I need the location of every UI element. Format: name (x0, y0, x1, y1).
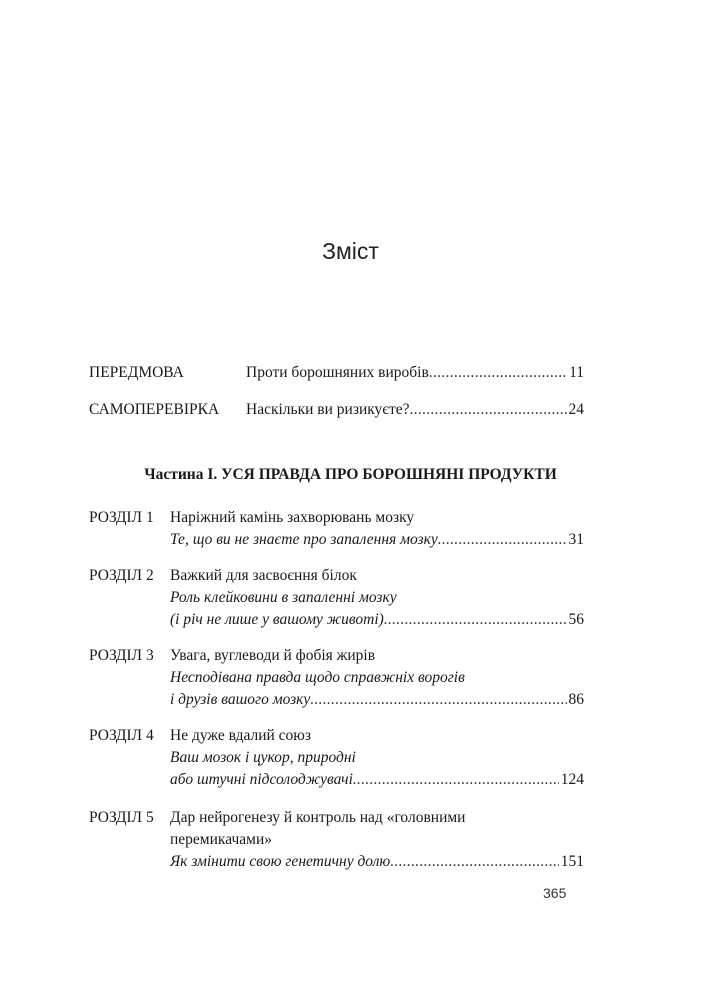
chapter-label: РОЗДІЛ 5 (89, 809, 154, 826)
chapter-title: Дар нейрогенезу й контроль над «головними (170, 809, 466, 826)
toc-entry-selftest[interactable]: Наскільки ви ризикуєте? ..... 24 (246, 400, 584, 420)
chapter-title: Не дуже вдалий союз (170, 727, 312, 744)
chapter-title: Увага, вуглеводи й фобія жирів (170, 647, 376, 664)
chapter-label: РОЗДІЛ 4 (89, 727, 154, 744)
toc-entry-foreword[interactable]: Проти борошняних виробів ..... 11 (246, 363, 584, 383)
chapter-title-continued: перемикачами» (170, 831, 272, 848)
chapter-subtitle: Роль клейковини в запаленні мозку (170, 589, 397, 606)
chapter-subtitle: Несподівана правда щодо справжніх ворогів (170, 669, 465, 686)
toc-entry-chapter-4[interactable]: або штучні підсолоджувачі ..... 124 (170, 770, 584, 790)
page-title: Зміст (322, 238, 379, 264)
chapter-title: Наріжний камінь захворювань мозку (170, 509, 415, 526)
chapter-label: РОЗДІЛ 1 (89, 509, 154, 526)
chapter-label: РОЗДІЛ 2 (89, 567, 154, 584)
part-heading: Частина І. УСЯ ПРАВДА ПРО БОРОШНЯНІ ПРОДУКТИ (144, 466, 557, 483)
chapter-title: Важкий для засвоєння білок (170, 567, 357, 584)
toc-label-selftest: САМОПЕРЕВІРКА (89, 401, 220, 418)
toc-label-foreword: ПЕРЕДМОВА (89, 364, 184, 381)
toc-entry-chapter-1[interactable]: Те, що ви не знаєте про запалення мозку ..... 31 (170, 530, 584, 550)
chapter-subtitle: Ваш мозок і цукор, природні (170, 749, 356, 766)
toc-entry-chapter-3[interactable]: і друзів вашого мозку ..... 86 (170, 690, 584, 710)
toc-entry-chapter-5[interactable]: Як змінити свою генетичну долю ..... 151 (170, 852, 584, 872)
chapter-label: РОЗДІЛ 3 (89, 647, 154, 664)
toc-entry-chapter-2[interactable]: (і річ не лише у вашому животі) ..... 56 (170, 610, 584, 630)
page-number: 365 (543, 885, 567, 901)
